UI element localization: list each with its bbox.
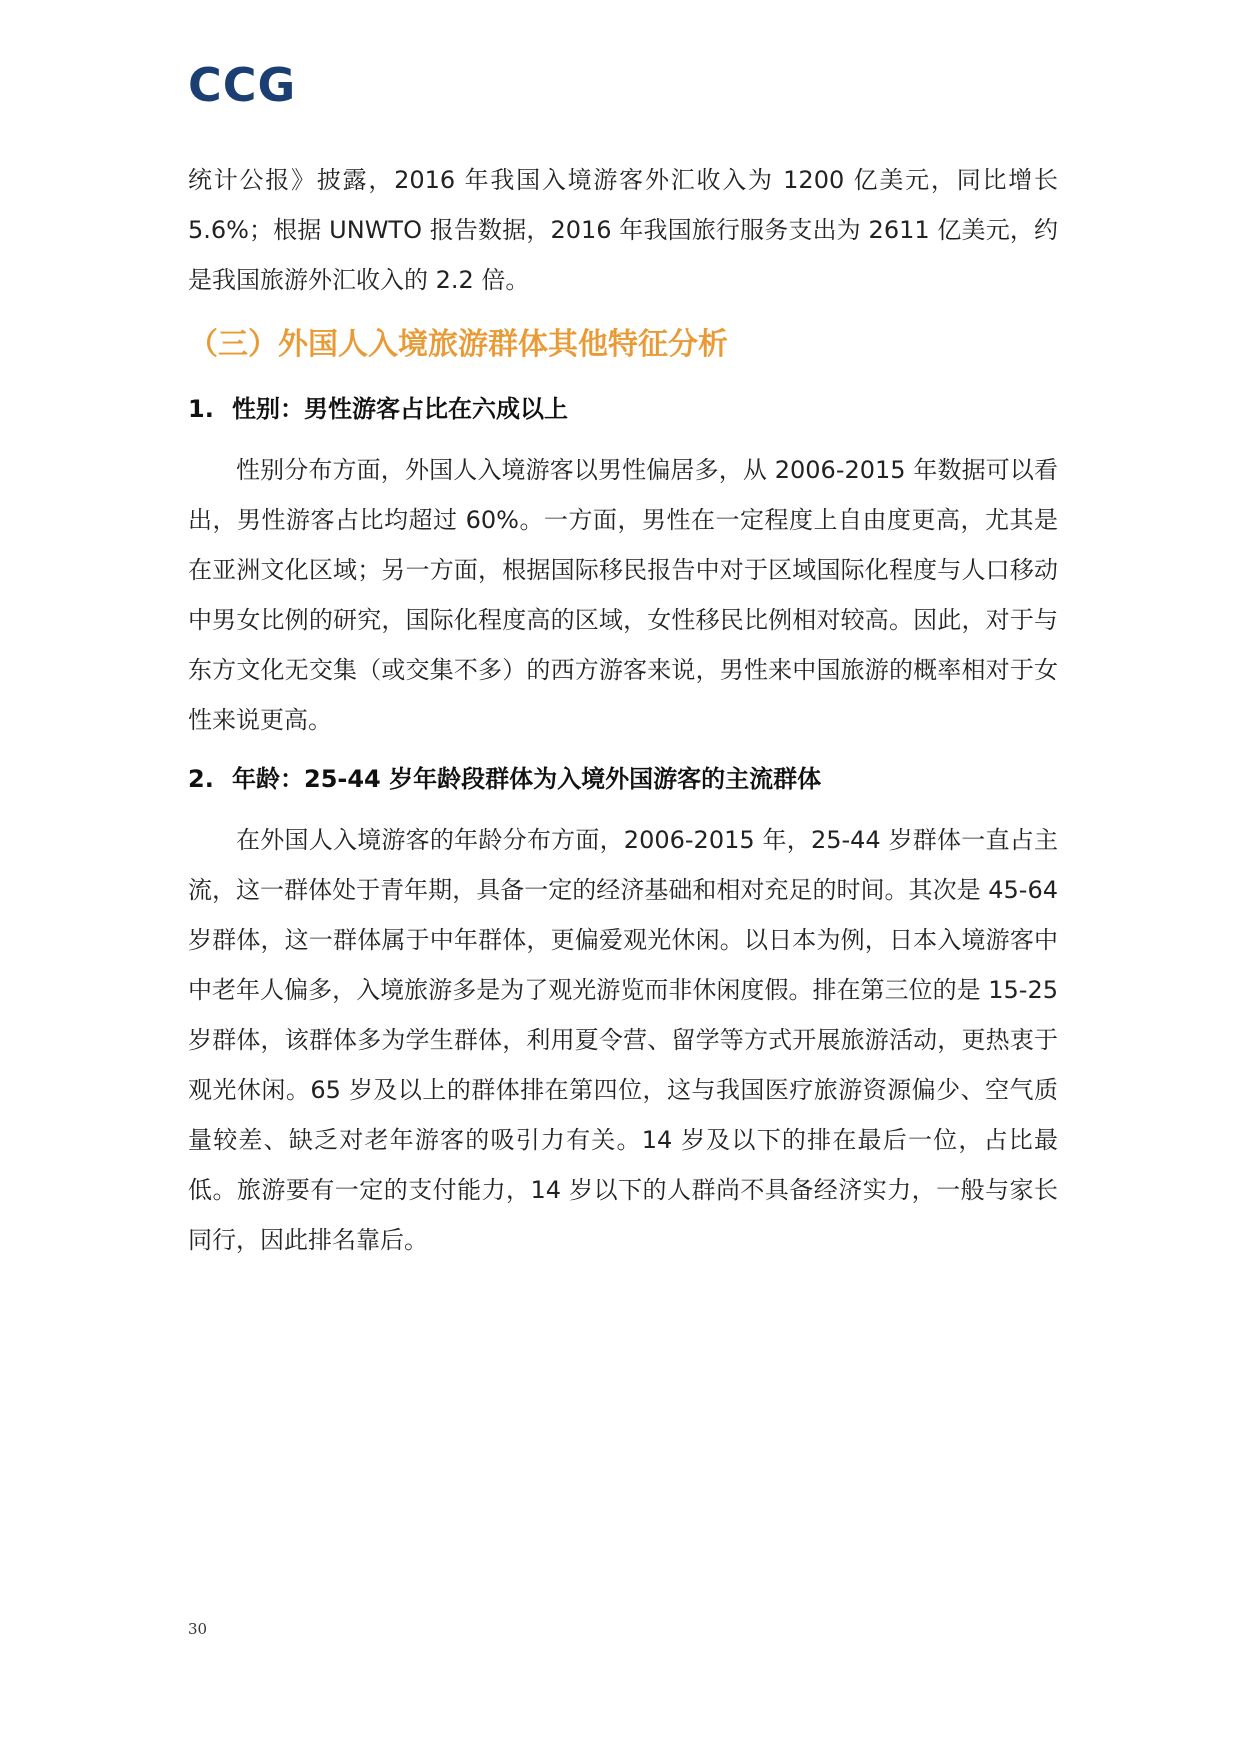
section-title: （三）外国人入境旅游群体其他特征分析 bbox=[188, 327, 728, 362]
intro-paragraph: 统计公报》披露，2016 年我国入境游客外汇收入为 1200 亿美元，同比增长 5.6%；根据 UNWTO 报告数据，2016 年我国旅行服务支出为 2611 亿美元，约是我国旅游外汇收入的 2.2 倍。 bbox=[188, 166, 1058, 294]
subsection-1-paragraph: 性别分布方面，外国人入境游客以男性偏居多，从 2006-2015 年数据可以看出，男性游客占比均超过 60%。一方面，男性在一定程度上自由度更高，尤其是在亚洲文化区域；另一方面，根据国际移民报告中对于区域国际化程度与人口移动中男女比例的研究，国际化程度高的区域，女性移民比例相对较高。因此，对于与东方文化无交集（或交集不多）的西方游客来说，男性来中国旅游的概率相对于女性来说更高。 bbox=[188, 456, 1058, 734]
subsection-1-number: 1. bbox=[188, 395, 214, 423]
page-number: 30 bbox=[188, 1620, 208, 1638]
subsection-1-title bbox=[188, 387, 1058, 431]
ccg-logo: CCG bbox=[188, 58, 297, 112]
subsection-1-heading: 性别：男性游客占比在六成以上 bbox=[232, 395, 568, 423]
document-body bbox=[188, 155, 1058, 1265]
subsection-2-heading: 年龄：25-44 岁年龄段群体为入境外国游客的主流群体 bbox=[232, 765, 822, 793]
subsection-2-title bbox=[188, 757, 1058, 801]
subsection-2-paragraph: 在外国人入境游客的年龄分布方面，2006-2015 年，25-44 岁群体一直占主流，这一群体处于青年期，具备一定的经济基础和相对充足的时间。其次是 45-64 岁群体，这一群体属于中年群体，更偏爱观光休闲。以日本为例，日本入境游客中中老年人偏多，入境旅游多是为了观光游览而非休闲度假。排在第三位的是 15-25 岁群体，该群体多为学生群体，利用夏令营、留学等方式开展旅游活动，更热衷于观光休闲。65 岁及以上的群体排在第四位，这与我国医疗旅游资源偏少、空气质量较差、缺乏对老年游客的吸引力有关。14 岁及以下的排在最后一位，占比最低。旅游要有一定的支付能力，14 岁以下的人群尚不具备经济实力，一般与家长同行，因此排名靠后。 bbox=[188, 826, 1058, 1254]
subsection-2-number: 2. bbox=[188, 765, 214, 793]
